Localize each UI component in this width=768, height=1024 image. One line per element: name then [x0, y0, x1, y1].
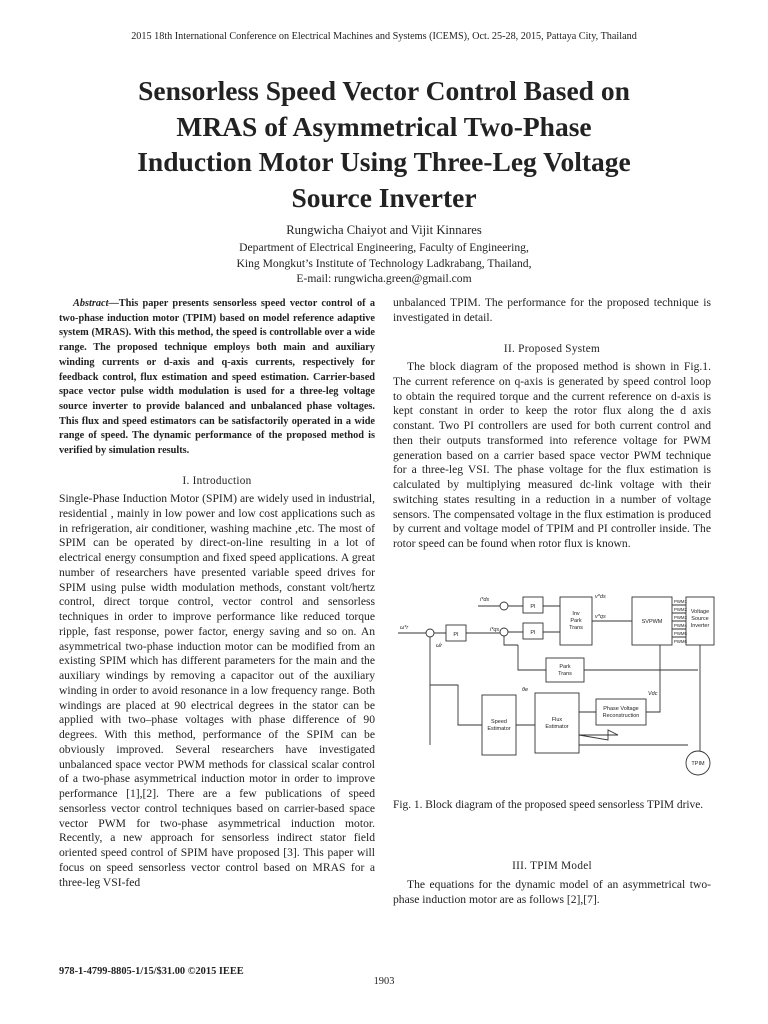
motor-label: TPIM	[691, 761, 705, 767]
flux-estimator-block	[535, 693, 579, 753]
introduction-body	[59, 492, 375, 890]
affiliation-line: Department of Electrical Engineering, Faculty of Engineering,	[239, 241, 529, 254]
affiliation-line: King Mongkut’s Institute of Technology Ladkrabang, Thailand,	[236, 256, 532, 270]
isbn-footer: 978-1-4799-8805-1/15/$31.00 ©2015 IEEE	[59, 966, 244, 977]
figure-caption: Fig. 1. Block diagram of the proposed speed sensorless TPIM drive.	[393, 799, 704, 811]
pi-label: PI	[453, 632, 459, 638]
signal-label: Vdc	[648, 691, 658, 697]
block-diagram-svg	[398, 585, 716, 780]
park-block	[546, 658, 584, 682]
abstract-text: —This paper presents sensorless speed vector control of a two-phase induction motor (TPIM) based on model reference adaptive system (MRAS). With this method, the speed is controllable over a wide range. The proposed technique employs both main and auxiliary winding currents or d-axis and q-axis currents, respectively for feedback control, flux estimation and speed estimation. Carrier-based space vector pulse width modulation is used for a three-leg voltage source inverter to provide balanced and unbalanced phase voltages. This flux and speed estimators can be satisfactorily operated in a wide range of speed. The dynamic performance of the proposed method is verified by simulation results.	[59, 298, 375, 457]
signal-label: θe	[522, 687, 529, 693]
intro-continuation-paragraph: unbalanced TPIM. The performance for the proposed technique is investigated in detail.	[393, 296, 711, 324]
right-intro-continuation	[393, 296, 711, 326]
affiliation	[0, 240, 768, 287]
summing-junction	[500, 602, 508, 610]
email: E-mail: rungwicha.green@gmail.com	[296, 272, 472, 285]
vsi-label: Inverter	[690, 623, 710, 629]
tpim-model-body	[393, 878, 711, 908]
flux-estimator-label: Flux	[551, 717, 563, 723]
pvr-block	[596, 699, 646, 725]
pvr-label: Reconstruction	[602, 713, 640, 719]
vsi-label: Voltage	[690, 609, 710, 615]
proposed-system-body	[393, 360, 711, 552]
pwm-label: PWM5	[674, 631, 687, 636]
signal-label: ω̂r	[436, 643, 443, 649]
pvr-label: Phase Voltage	[603, 706, 639, 712]
signal-label: i*qs	[490, 627, 500, 633]
abstract-lead: Abstract	[73, 298, 109, 309]
paper-title	[60, 73, 708, 215]
flux-estimator-label: Estimator	[545, 724, 569, 730]
speed-estimator-block	[482, 695, 516, 755]
inv-park-label: Trans	[569, 625, 583, 631]
vsi-label: Source	[691, 616, 709, 622]
pwm-label: PWM4	[674, 623, 687, 628]
park-label: Park	[559, 664, 571, 670]
introduction-paragraph: Single-Phase Induction Motor (SPIM) are widely used in industrial, residential , mainly in low power and low cost applications such as in refrigeration, air conditioner, washing machine ,etc. The most of SPIM can be operated by direct-on-line resulting in a lot of electrical energy consumption and fixed speed applications. A great number of researchers have presented variable speed drives for SPIM using pulse width modulation methods, constant volt/hertz control, direct torque control, vector control and sensorless techniques in order to improve performance like reduced torque ripple, fast response, power factor, energy saving and so on. An asymmetrical two-phase induction motor can be modified from an existing SPIM which has different parameters for the main and the auxiliary windings by removing a capacitor out of the auxiliary winding in order to avoid resonance in a low frequency range. Both windings are placed at 90 electrical degrees in the stator can be applied with two–phase voltages with phase difference of 90 degrees. With this method, performance of the SPIM can be obviously improved. Several researchers have investigated unbalanced space vector PWM methods for classical scalar control of a two-phase asymmetrical induction motor in order to improve performance [1],[2]. There are a few publications of speed sensorless vector control techniques based on carrier-based space vector PWM for two-phase asymmetrical induction motor. Recently, a new approach for sensorless indirect stator field oriented speed control of SPIM have proposed [3]. This paper will focus on speed sensorless vector control based on MRAS for a three-leg VSI-fed	[59, 492, 375, 889]
pwm-label: PWM6	[674, 639, 687, 644]
inv-park-label: Park	[570, 618, 582, 624]
summing-junction	[500, 628, 508, 636]
pwm-label: PWM2	[674, 607, 687, 612]
signal-label: v*qs	[595, 614, 606, 620]
pi-label: PI	[530, 630, 536, 636]
authors: Rungwicha Chaiyot and Vijit Kinnares	[286, 223, 482, 237]
conference-header: 2015 18th International Conference on Electrical Machines and Systems (ICEMS), Oct. 25-28, 2015, Pattaya City, Thailand	[131, 31, 637, 42]
inv-park-label: Inv	[572, 611, 580, 617]
pwm-label: PWM3	[674, 615, 687, 620]
section-heading-introduction: I. Introduction	[182, 475, 252, 487]
speed-estimator-label: Estimator	[487, 726, 511, 732]
section-heading-tpim-model: III. TPIM Model	[512, 860, 592, 872]
signal-label: v*ds	[595, 594, 606, 600]
pi-label: PI	[530, 604, 536, 610]
title-line: MRAS of Asymmetrical Two-Phase	[176, 110, 592, 142]
tpim-model-paragraph: The equations for the dynamic model of an asymmetrical two-phase induction motor are as follows [2],[7].	[393, 878, 711, 906]
park-label: Trans	[558, 671, 572, 677]
title-line: Sensorless Speed Vector Control Based on	[138, 75, 630, 106]
signal-label: i*ds	[480, 597, 490, 603]
abstract	[59, 297, 375, 459]
section-heading-proposed-system: II. Proposed System	[503, 343, 601, 355]
page-number: 1903	[373, 976, 395, 987]
svpwm-label: SVPWM	[641, 619, 663, 625]
title-line: Source Inverter	[291, 181, 477, 213]
signal-label: ω*r	[400, 625, 409, 631]
speed-estimator-label: Speed	[491, 719, 507, 725]
proposed-system-paragraph: The block diagram of the proposed method is shown in Fig.1. The current reference on q-axis is generated by speed control loop to obtain the required torque and the current reference on d-axis is kept constant in order to keep the rotor flux along the d axis constant. Two PI controllers are used for both current control and then their outputs transformed into reference voltage for PWM generation based on a carrier based space vector PWM technique for a three-leg VSI. The phase voltage for the flux estimation is calculated by multiplying measured dc-link voltage with their switching states resulting in a reduction in a number of voltage sensors. The compensated voltage in the flux estimation is produced by current and voltage model of TPIM and PI controller inside. The rotor speed can be found when rotor flux is known.	[393, 360, 711, 550]
block-diagram-figure	[398, 585, 716, 780]
summing-junction	[426, 629, 434, 637]
pwm-label: PWM1	[674, 599, 687, 604]
title-line: Induction Motor Using Three-Leg Voltage	[137, 146, 631, 177]
